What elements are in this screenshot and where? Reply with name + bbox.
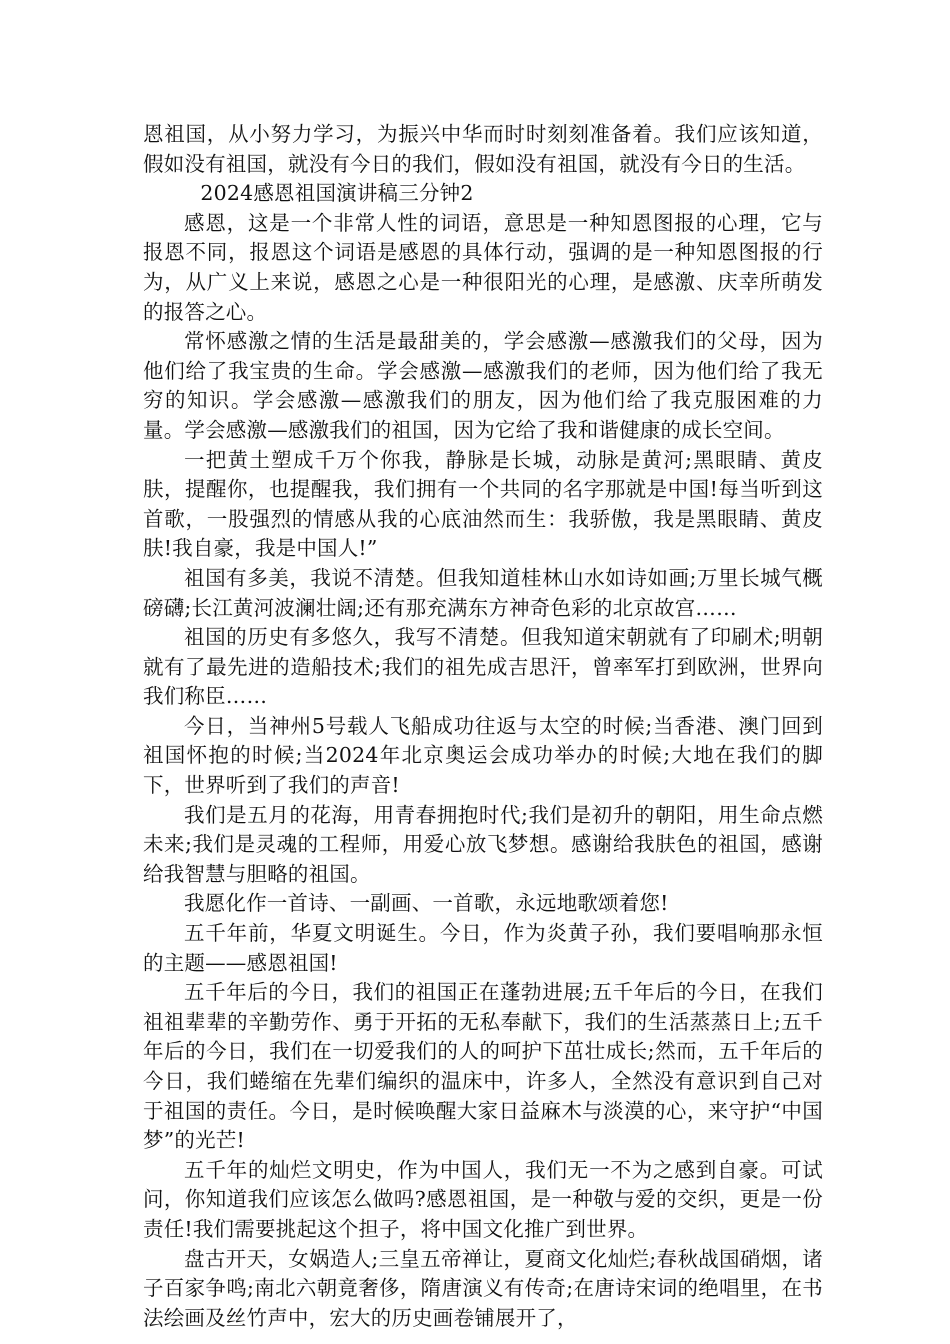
paragraph: 常怀感激之情的生活是最甜美的，学会感激—感激我们的父母，因为他们给了我宝贵的生命。学会感激—感激我们的老师，因为他们给了我无穷的知识。学会感激—感激我们的朋友，因为他们给了我克服困难的力量。学会感激—感激我们的祖国，因为它给了我和谐健康的成长空间。: [143, 329, 823, 442]
paragraph: 我们是五月的花海，用青春拥抱时代;我们是初升的朝阳，用生命点燃未来;我们是灵魂的工程师，用爱心放飞梦想。感谢给我肤色的祖国，感谢给我智慧与胆略的祖国。: [143, 802, 823, 886]
paragraph: 五千年的灿烂文明史，作为中国人，我们无一不为之感到自豪。可试问，你知道我们应该怎么做吗?感恩祖国，是一种敬与爱的交织，更是一份责任!我们需要挑起这个担子，将中国文化推广到世界。: [143, 1157, 823, 1241]
paragraph: 祖国的历史有多悠久，我写不清楚。但我知道宋朝就有了印刷术;明朝就有了最先进的造船技术;我们的祖先成吉思汗，曾率军打到欧洲，世界向我们称臣……: [143, 625, 823, 709]
paragraph: 感恩，这是一个非常人性的词语，意思是一种知恩图报的心理，它与报恩不同，报恩这个词语是感恩的具体行动，强调的是一种知恩图报的行为，从广义上来说，感恩之心是一种很阳光的心理，是感激、庆幸所萌发的报答之心。: [143, 210, 823, 324]
paragraph: 祖国有多美，我说不清楚。但我知道桂林山水如诗如画;万里长城气概磅礴;长江黄河波澜壮阔;还有那充满东方神奇色彩的北京故宫……: [143, 565, 823, 620]
paragraph: 盘古开天，女娲造人;三皇五帝禅让，夏商文化灿烂;春秋战国硝烟，诸子百家争鸣;南北六朝竟奢侈，隋唐演义有传奇;在唐诗宋词的绝唱里，在书法绘画及丝竹声中，宏大的历史画卷铺展开了，: [143, 1246, 823, 1330]
document-body: [143, 120, 823, 1333]
paragraph: 今日，当神州5号载人飞船成功往返与太空的时候;当香港、澳门回到祖国怀抱的时候;当2024年北京奥运会成功举办的时候;大地在我们的脚下，世界听到了我们的声音!: [143, 713, 823, 798]
paragraph-continued: 恩祖国，从小努力学习，为振兴中华而时时刻刻准备着。我们应该知道，假如没有祖国，就没有今日的我们，假如没有祖国，就没有今日的生活。: [143, 122, 823, 176]
paragraph: 五千年前，华夏文明诞生。今日，作为炎黄子孙，我们要唱响那永恒的主题——感恩祖国!: [143, 921, 823, 975]
paragraph: 我愿化作一首诗、一副画、一首歌，永远地歌颂着您!: [184, 891, 669, 916]
paragraph: 一把黄土塑成千万个你我，静脉是长城，动脉是黄河;黑眼睛、黄皮肤，提醒你，也提醒我，我们拥有一个共同的名字那就是中国!每当听到这首歌，一股强烈的情感从我的心底油然而生：我骄傲，我是黑眼睛、黄皮肤!我自豪，我是中国人!”: [143, 447, 823, 561]
paragraph: 五千年后的今日，我们的祖国正在蓬勃进展;五千年后的今日，在我们祖祖辈辈的辛勤劳作、勇于开拓的无私奉献下，我们的生活蒸蒸日上;五千年后的今日，我们在一切爱我们的人的呵护下茁壮成长;然而，五千年后的今日，我们蜷缩在先辈们编织的温床中，许多人，全然没有意识到自己对于祖国的责任。今日，是时候唤醒大家日益麻木与淡漠的心，来守护“中国梦”的光芒!: [143, 980, 823, 1153]
section-title: 2024感恩祖国演讲稿三分钟2: [200, 181, 474, 206]
